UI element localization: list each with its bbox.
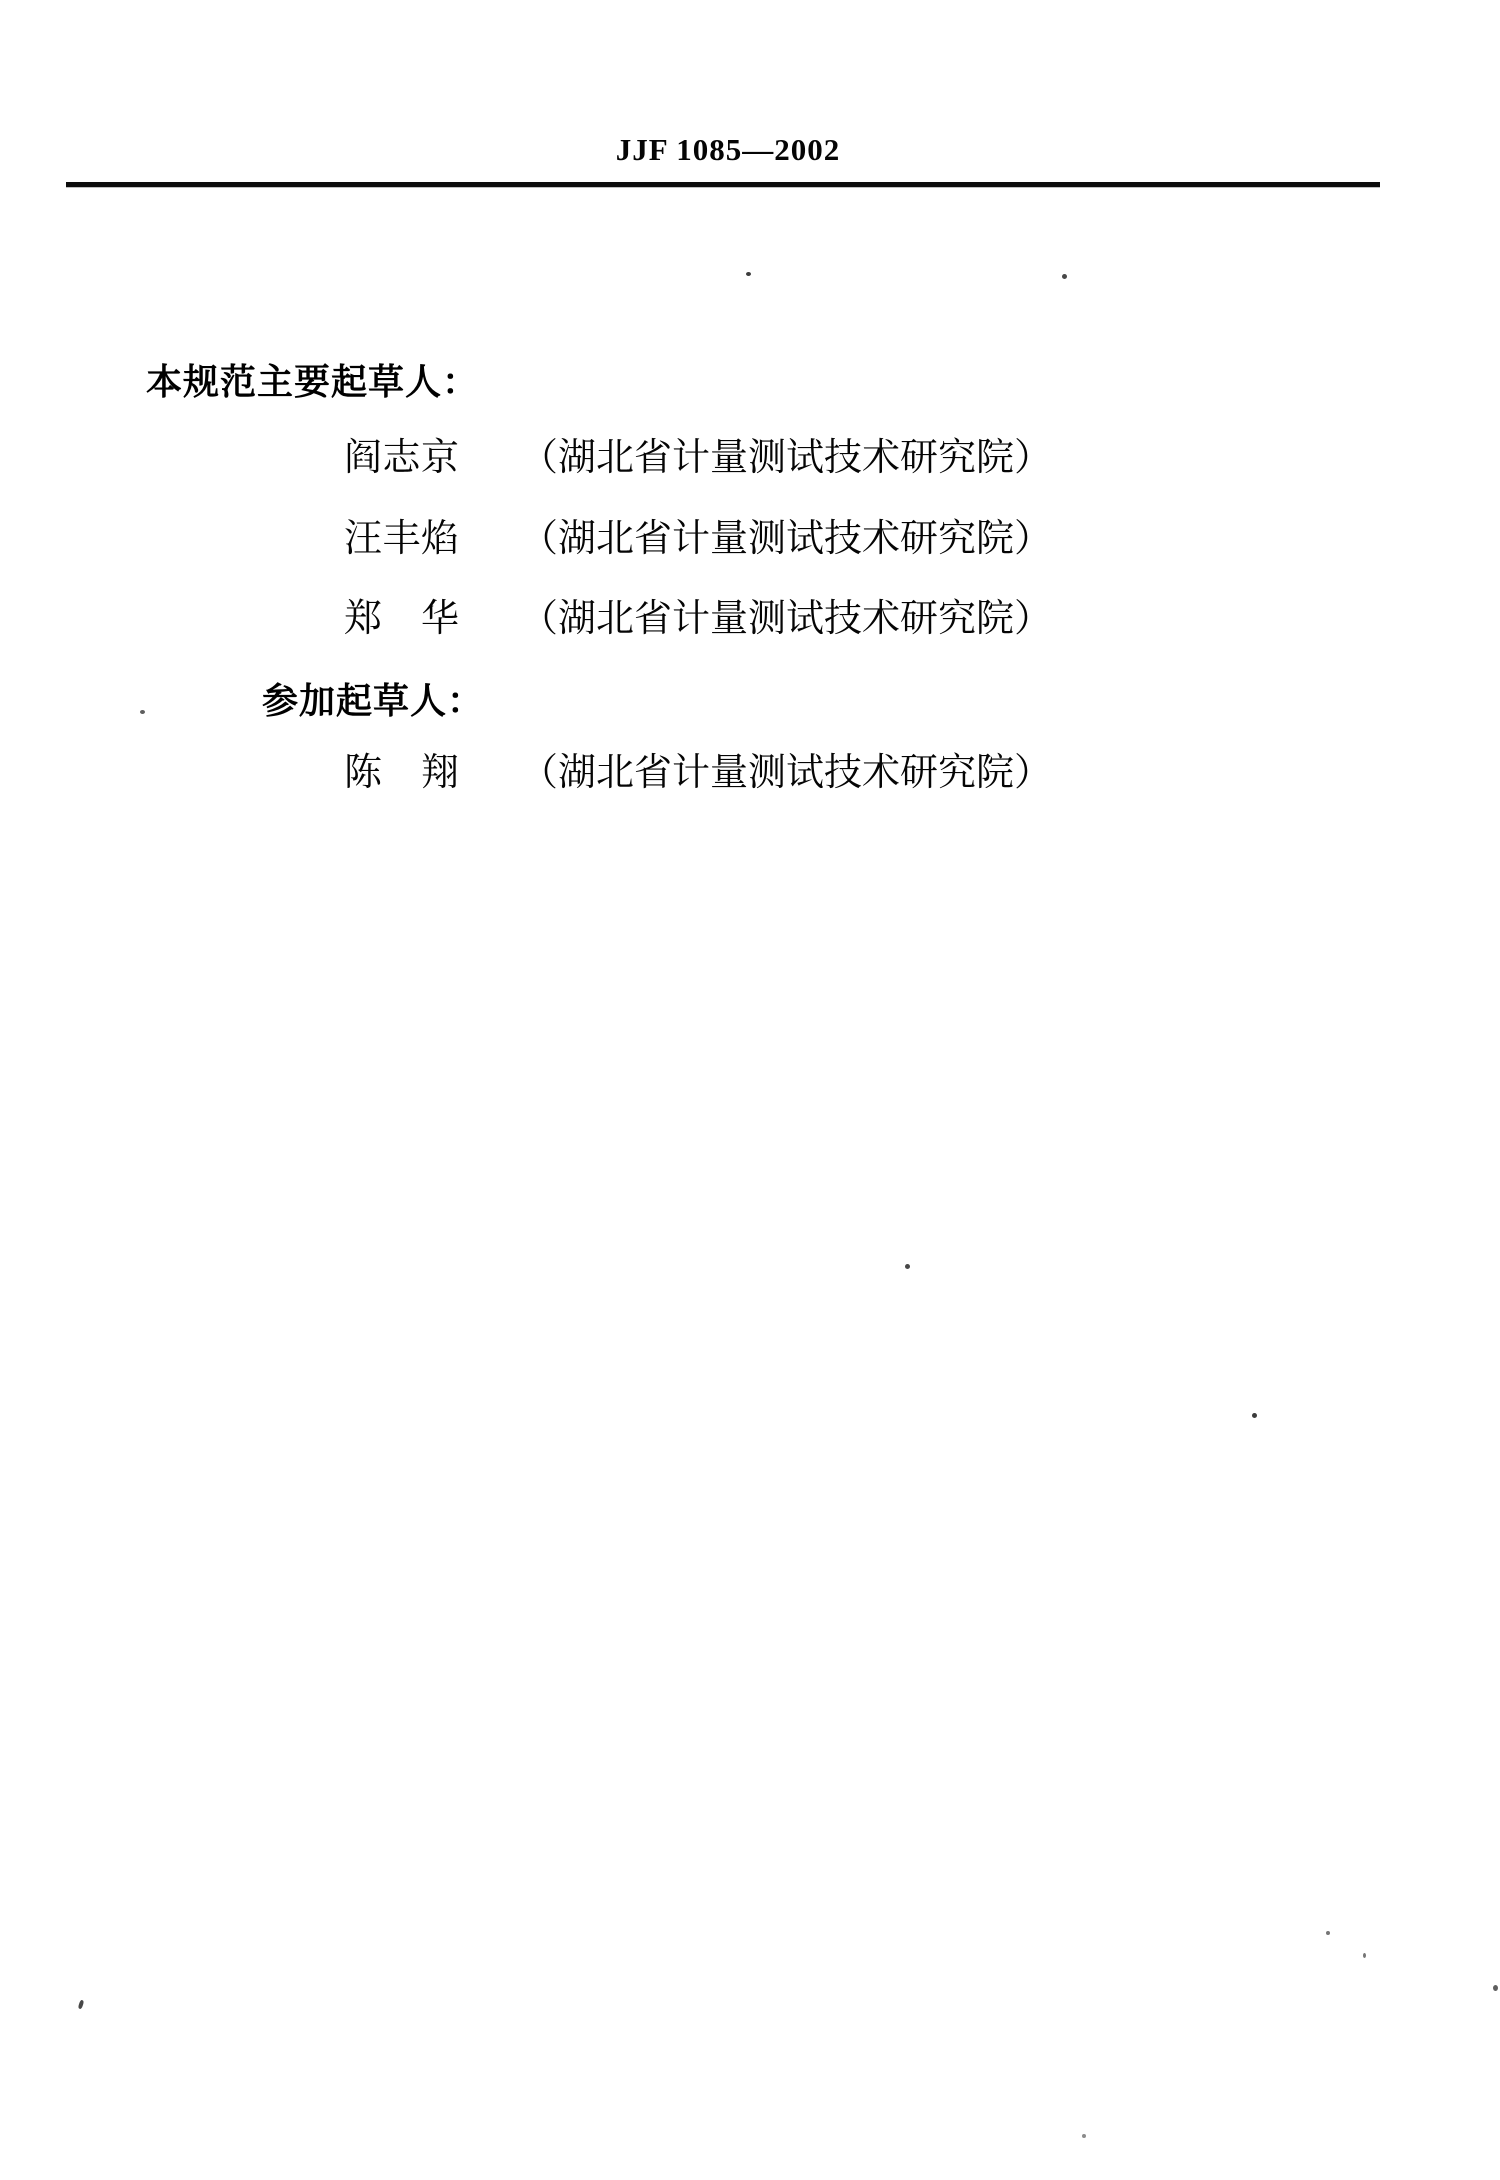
drafter-row [0,754,1500,800]
section-heading-participating-drafters: 参加起草人： [262,680,485,721]
scan-speck [140,710,145,714]
drafter-affiliation: （湖北省计量测试技术研究院） [520,437,1053,479]
drafter-affiliation: （湖北省计量测试技术研究院） [520,598,1053,640]
scan-speck [746,272,751,276]
scan-speck [78,2000,85,2010]
drafter-row [0,439,1500,485]
drafter-row [0,520,1500,566]
scan-speck [1363,1953,1366,1958]
scan-speck [1062,274,1067,279]
drafter-affiliation: （湖北省计量测试技术研究院） [520,518,1053,560]
drafter-name: 郑 华 [344,598,460,640]
drafter-name: 汪丰焰 [344,518,460,560]
doc-number: JJF 1085—2002 [615,132,841,167]
drafter-name: 阎志京 [344,437,460,479]
header-rule [66,182,1380,187]
drafter-row [0,600,1500,646]
scan-speck [1326,1931,1330,1935]
scan-speck [1493,1985,1498,1991]
section-heading-main-drafters: 本规范主要起草人： [146,361,480,402]
scan-speck [905,1264,910,1269]
scan-speck [1082,2134,1086,2138]
drafter-affiliation: （湖北省计量测试技术研究院） [520,752,1053,794]
drafter-name: 陈 翔 [344,752,460,794]
scan-speck [1252,1413,1257,1418]
